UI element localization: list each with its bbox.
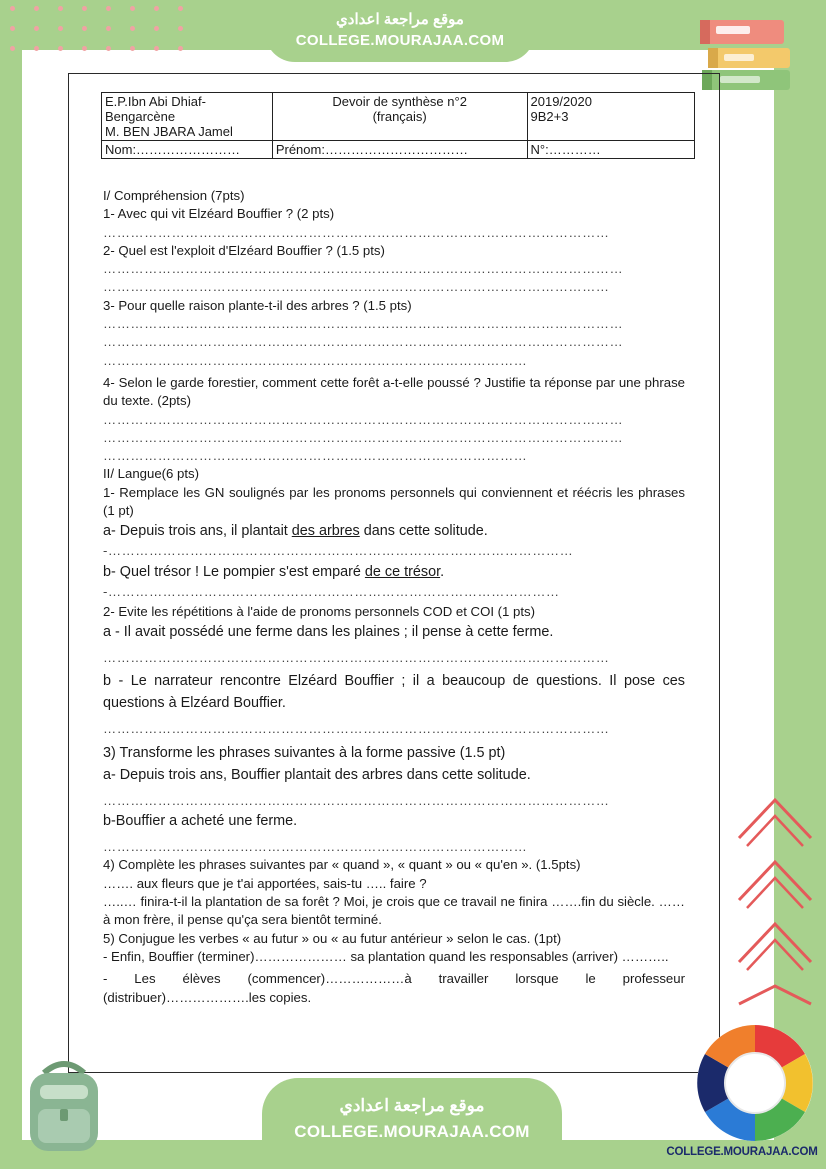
site-name-arabic: موقع مراجعة اعدادي xyxy=(336,11,464,28)
numero-field[interactable]: N°:………… xyxy=(527,141,695,159)
answer-line[interactable]: -………………………………………………………………………………………… xyxy=(103,543,574,559)
exam-title: Devoir de synthèse n°2 xyxy=(332,94,467,109)
exercise-5-instruction: 5) Conjugue les verbes « au futur » ou « au futur antérieur » selon le cas. (1pt) xyxy=(103,930,562,946)
exam-subject: (français) xyxy=(372,109,427,124)
exam-content xyxy=(103,187,685,1007)
question-4: 4- Selon le garde forestier, comment cette forêt a-t-elle poussé ? Justifie ta réponse par une phrase du texte. (2pts) xyxy=(103,374,685,409)
question-1: 1- Avec qui vit Elzéard Bouffier ? (2 pts) xyxy=(103,206,335,222)
answer-line[interactable]: …………………………………………………………………………………………………… xyxy=(103,429,624,445)
site-name-arabic: موقع مراجعة اعدادي xyxy=(339,1096,485,1115)
school-town: Bengarcène xyxy=(105,109,176,124)
school-cell xyxy=(102,93,273,141)
exercise-1a: a- Depuis trois ans, il plantait des arbres dans cette solitude. xyxy=(103,523,488,540)
top-site-banner[interactable] xyxy=(265,4,535,62)
exercise-4-line2: …..… finira-t-il la plantation de sa forêt ? Moi, je crois que ce travail ne finira …….fin du siècle. ……à mon frère, il pense qu'ça sera bientôt terminé. xyxy=(103,894,685,928)
question-3: 3- Pour quelle raison plante-t-il des arbres ? (1.5 pts) xyxy=(103,297,412,313)
exercise-4-line1: ……. aux fleurs que je t'ai apportées, sais-tu ….. faire ? xyxy=(103,875,427,891)
answer-line[interactable]: …………………………………………………………………………………………………… xyxy=(103,334,624,350)
site-domain[interactable]: COLLEGE.MOURAJAA.COM xyxy=(294,1122,530,1141)
decorative-dots xyxy=(4,0,204,60)
nom-field[interactable]: Nom:…………………… xyxy=(102,141,273,159)
school-name: E.P.Ibn Abi Dhiaf- xyxy=(105,94,206,109)
exercise-2a: a - Il avait possédé une ferme dans les plaines ; il pense à cette ferme. xyxy=(103,624,554,641)
answer-line[interactable]: ………………………………………………………………………………………………… xyxy=(103,224,610,240)
exercise-5-line2: - Les élèves (commencer)………………à travailler lorsque le professeur (distribuer)……………….les copies. xyxy=(103,971,685,1005)
exercise-1-instruction: 1- Remplace les GN soulignés par les pronoms personnels qui conviennent et réécris les phrases (1 pt) xyxy=(103,484,685,519)
answer-line[interactable]: ………………………………………………………………………………………………… xyxy=(103,650,610,666)
answer-line[interactable]: ………………………………………………………………………………………………… xyxy=(103,720,610,736)
subjects-wheel-icon xyxy=(694,1022,816,1144)
class-name: 9B2+3 xyxy=(530,109,569,124)
exercise-3b: b-Bouffier a acheté une ferme. xyxy=(103,813,298,830)
question-2: 2- Quel est l'exploit d'Elzéard Bouffier ? (1.5 pts) xyxy=(103,242,385,258)
exercise-2b: b - Le narrateur rencontre Elzéard Bouffier ; il a beaucoup de questions. Il pose ces questions à Elzéard Bouffier. xyxy=(103,672,685,711)
answer-line[interactable]: …………………………………………………………………………………………………… xyxy=(103,261,624,277)
bottom-site-banner[interactable] xyxy=(262,1078,562,1158)
school-year: 2019/2020 xyxy=(530,94,592,109)
answer-line[interactable]: ………………………………………………………………………………… xyxy=(103,839,528,855)
teacher-name: M. BEN JBARA Jamel xyxy=(105,124,233,139)
underlined-gn: de ce trésor xyxy=(364,563,441,580)
answer-line[interactable]: -……………………………………………………………………………………… xyxy=(103,583,560,599)
exercise-4-instruction: 4) Complète les phrases suivantes par « quand », « quant » ou « qu'en ». (1.5pts) xyxy=(103,857,581,873)
exercise-3a: a- Depuis trois ans, Bouffier plantait des arbres dans cette solitude. xyxy=(103,766,531,783)
year-cell xyxy=(527,93,695,141)
exercise-3-instruction: 3) Transforme les phrases suivantes à la forme passive (1.5 pt) xyxy=(103,744,506,761)
answer-line[interactable]: …………………………………………………………………………………………………… xyxy=(103,411,624,427)
backpack-icon xyxy=(14,1055,114,1155)
answer-line[interactable]: ………………………………………………………………………………………………… xyxy=(103,279,610,295)
site-domain-badge[interactable]: COLLEGE.MOURAJAA.COM xyxy=(666,1146,818,1158)
exercise-2-instruction: 2- Evite les répétitions à l'aide de pronoms personnels COD et COI (1 pts) xyxy=(103,603,536,619)
chevron-up-icon xyxy=(733,790,818,1010)
section-title: II/ Langue(6 pts) xyxy=(103,466,200,482)
answer-line[interactable]: ………………………………………………………………………………… xyxy=(103,352,528,368)
exercise-5-line1: - Enfin, Bouffier (terminer)………………… sa plantation quand les responsables (arriver) ……….. xyxy=(103,948,669,964)
answer-line[interactable]: ………………………………………………………………………………………………… xyxy=(103,792,610,808)
exercise-1b: b- Quel trésor ! Le pompier s'est emparé de ce trésor. xyxy=(103,563,445,580)
prenom-field[interactable]: Prénom:…………………………… xyxy=(272,141,527,159)
title-cell xyxy=(272,93,527,141)
underlined-gn: des arbres xyxy=(291,523,360,540)
section-title: I/ Compréhension (7pts) xyxy=(103,188,245,203)
answer-line[interactable]: ………………………………………………………………………………… xyxy=(103,448,528,464)
site-domain[interactable]: COLLEGE.MOURAJAA.COM xyxy=(295,32,505,49)
answer-line[interactable]: …………………………………………………………………………………………………… xyxy=(103,316,624,332)
header-table xyxy=(101,92,695,159)
